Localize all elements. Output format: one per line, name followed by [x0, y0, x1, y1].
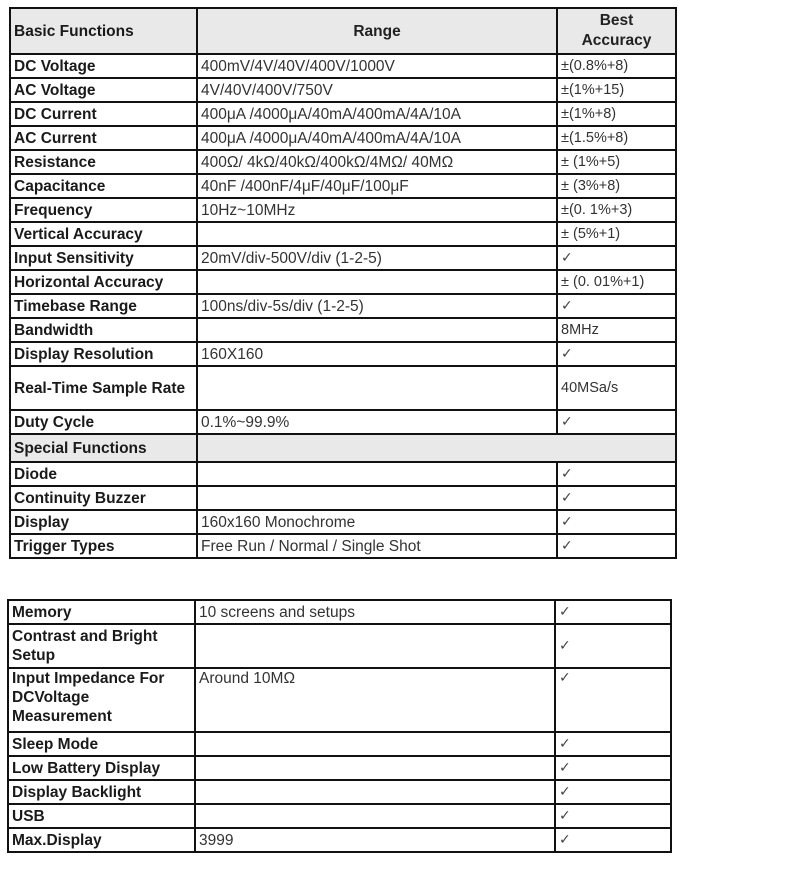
check-icon: ✓ — [557, 510, 676, 534]
range-cell: 400Ω/ 4kΩ/40kΩ/400kΩ/4MΩ/ 40MΩ — [197, 150, 557, 174]
check-icon: ✓ — [555, 600, 671, 624]
table-row — [10, 486, 676, 510]
accuracy-cell: ±(0.8%+8) — [557, 54, 676, 78]
func-cell: Capacitance — [10, 174, 197, 198]
range-cell: 400mV/4V/40V/400V/1000V — [197, 54, 557, 78]
func-cell: Display Backlight — [8, 780, 195, 804]
range-cell: 10 screens and setups — [195, 600, 555, 624]
range-cell — [197, 366, 557, 410]
accuracy-cell: ±(1%+8) — [557, 102, 676, 126]
check-icon: ✓ — [555, 828, 671, 852]
table-row — [10, 54, 676, 78]
range-cell — [195, 756, 555, 780]
header-range: Range — [197, 8, 557, 54]
table-row — [10, 410, 676, 434]
check-icon: ✓ — [557, 486, 676, 510]
func-cell: Max.Display — [8, 828, 195, 852]
table-row — [8, 600, 671, 624]
func-cell: Input Sensitivity — [10, 246, 197, 270]
range-cell: 20mV/div-500V/div (1-2-5) — [197, 246, 557, 270]
table-row — [10, 294, 676, 318]
accuracy-cell: ± (1%+5) — [557, 150, 676, 174]
table-row — [8, 624, 671, 668]
range-cell — [195, 732, 555, 756]
table-row — [10, 150, 676, 174]
func-cell: Real-Time Sample Rate — [10, 366, 197, 410]
range-cell: 400μA /4000μA/40mA/400mA/4A/10A — [197, 102, 557, 126]
table-row — [10, 198, 676, 222]
range-cell — [195, 780, 555, 804]
accuracy-cell: ±(0. 1%+3) — [557, 198, 676, 222]
range-cell: 4V/40V/400V/750V — [197, 78, 557, 102]
range-cell: Around 10MΩ — [195, 668, 555, 732]
func-cell: Low Battery Display — [8, 756, 195, 780]
header-accuracy — [557, 8, 676, 54]
func-cell: Contrast and Bright Setup — [8, 624, 195, 668]
func-cell: Timebase Range — [10, 294, 197, 318]
func-cell: Horizontal Accuracy — [10, 270, 197, 294]
table-row — [10, 366, 676, 410]
func-cell: DC Voltage — [10, 54, 197, 78]
func-cell: Display — [10, 510, 197, 534]
table-row — [10, 270, 676, 294]
func-cell: Trigger Types — [10, 534, 197, 558]
func-cell: Bandwidth — [10, 318, 197, 342]
table-row — [10, 246, 676, 270]
header-accuracy-text: Best Accuracy — [581, 12, 652, 49]
func-cell: Memory — [8, 600, 195, 624]
table-row — [10, 342, 676, 366]
check-icon: ✓ — [555, 780, 671, 804]
range-cell: 160x160 Monochrome — [197, 510, 557, 534]
table-row — [10, 318, 676, 342]
header-functions: Basic Functions — [10, 8, 197, 54]
accuracy-cell: 8MHz — [557, 318, 676, 342]
range-cell: 0.1%~99.9% — [197, 410, 557, 434]
table-row — [10, 462, 676, 486]
func-cell: Diode — [10, 462, 197, 486]
range-cell — [197, 270, 557, 294]
func-cell: Sleep Mode — [8, 732, 195, 756]
func-cell: AC Current — [10, 126, 197, 150]
range-cell: 10Hz~10MHz — [197, 198, 557, 222]
func-cell: AC Voltage — [10, 78, 197, 102]
func-cell: Vertical Accuracy — [10, 222, 197, 246]
table-row — [8, 756, 671, 780]
check-icon: ✓ — [555, 668, 671, 732]
table-row — [10, 510, 676, 534]
check-icon: ✓ — [557, 462, 676, 486]
table-row — [10, 78, 676, 102]
check-icon: ✓ — [557, 342, 676, 366]
range-cell — [197, 222, 557, 246]
func-cell: Resistance — [10, 150, 197, 174]
range-cell — [197, 462, 557, 486]
table-row — [8, 732, 671, 756]
table-row — [8, 828, 671, 852]
check-icon: ✓ — [557, 410, 676, 434]
func-cell: USB — [8, 804, 195, 828]
range-cell: 40nF /400nF/4μF/40μF/100μF — [197, 174, 557, 198]
range-cell: 3999 — [195, 828, 555, 852]
range-cell: 100ns/div-5s/div (1-2-5) — [197, 294, 557, 318]
range-cell — [197, 318, 557, 342]
range-cell: 400μA /4000μA/40mA/400mA/4A/10A — [197, 126, 557, 150]
table-row — [10, 534, 676, 558]
check-icon: ✓ — [555, 624, 671, 668]
accuracy-cell: 40MSa/s — [557, 366, 676, 410]
range-cell — [195, 804, 555, 828]
check-icon: ✓ — [557, 534, 676, 558]
func-cell: Input Impedance For DCVoltage Measurement — [8, 668, 195, 732]
check-icon: ✓ — [555, 756, 671, 780]
check-icon: ✓ — [555, 732, 671, 756]
table-row — [8, 780, 671, 804]
accuracy-cell: ±(1.5%+8) — [557, 126, 676, 150]
accuracy-cell: ±(1%+15) — [557, 78, 676, 102]
table-header-row — [10, 8, 676, 54]
table-row — [8, 804, 671, 828]
additional-functions-table — [7, 599, 672, 853]
table-row — [8, 668, 671, 732]
table-row — [10, 222, 676, 246]
range-cell: Free Run / Normal / Single Shot — [197, 534, 557, 558]
table-row — [10, 174, 676, 198]
func-cell: Continuity Buzzer — [10, 486, 197, 510]
range-cell — [195, 624, 555, 668]
basic-functions-table — [9, 7, 677, 559]
func-cell: Duty Cycle — [10, 410, 197, 434]
section-title: Special Functions — [10, 434, 197, 462]
func-cell: DC Current — [10, 102, 197, 126]
func-cell: Display Resolution — [10, 342, 197, 366]
table-row — [10, 126, 676, 150]
accuracy-cell: ± (0. 01%+1) — [557, 270, 676, 294]
check-icon: ✓ — [557, 246, 676, 270]
accuracy-cell: ± (5%+1) — [557, 222, 676, 246]
func-cell: Frequency — [10, 198, 197, 222]
check-icon: ✓ — [557, 294, 676, 318]
section-header-row — [10, 434, 676, 462]
accuracy-cell: ± (3%+8) — [557, 174, 676, 198]
check-icon: ✓ — [555, 804, 671, 828]
range-cell: 160X160 — [197, 342, 557, 366]
table-row — [10, 102, 676, 126]
range-cell — [197, 486, 557, 510]
section-filler — [197, 434, 676, 462]
